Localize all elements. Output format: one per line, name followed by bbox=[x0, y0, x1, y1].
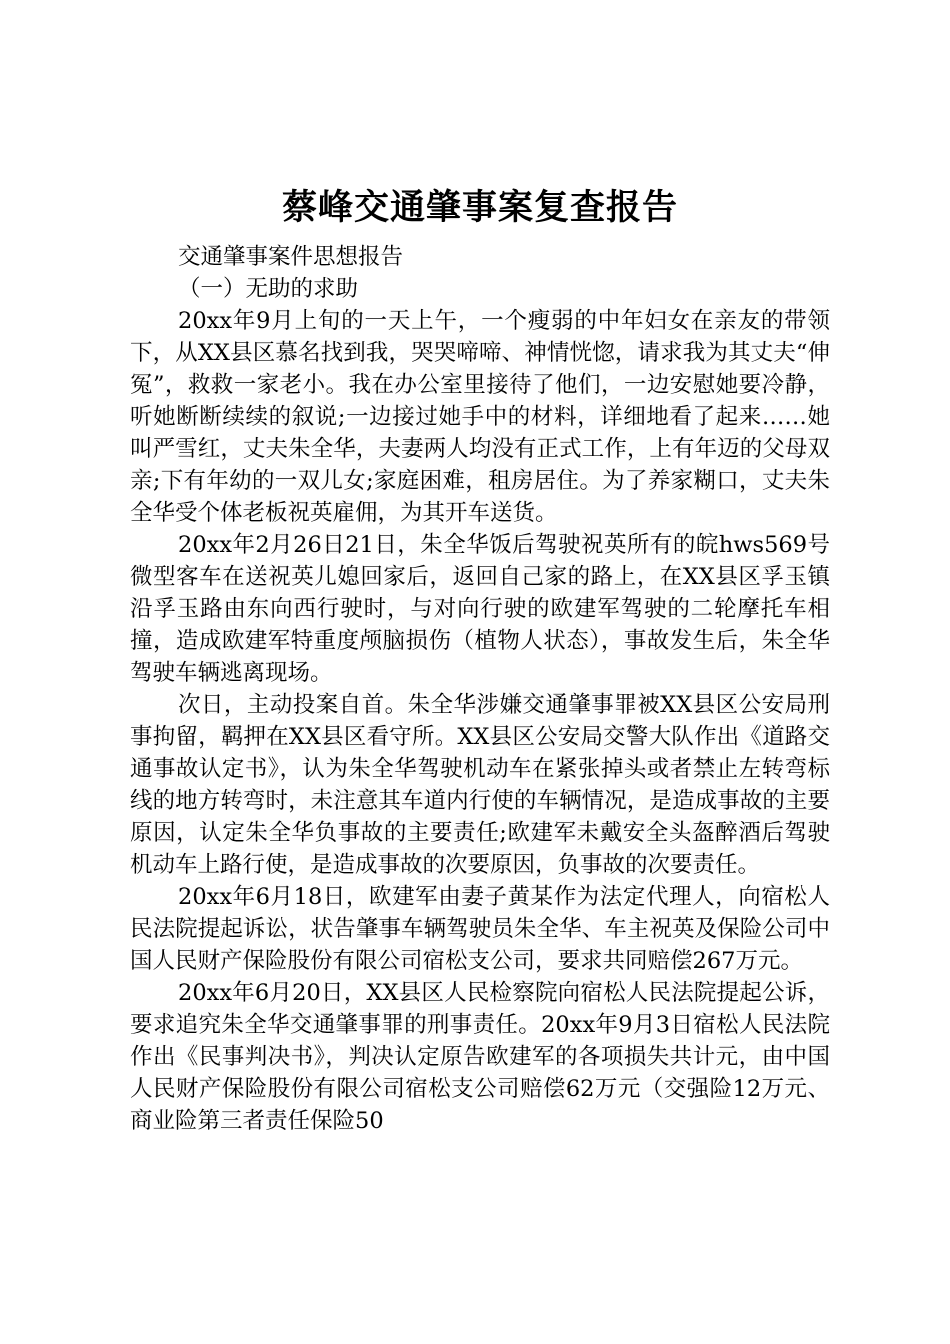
paragraph: 次日，主动投案自首。朱全华涉嫌交通肇事罪被XX县区公安局刑事拘留，羁押在XX县区看守所。XX县区公安局交警大队作出《道路交通事故认定书》，认为朱全华驾驶机动车在紧张掉头或者禁止左转弯标线的地方转弯时，未注意其车道内行使的车辆情况，是造成事故的主要原因，认定朱全华负事故的主要责任;欧建军未戴安全头盔醉酒后驾驶机动车上路行使，是造成事故的次要原因，负事故的次要责任。 bbox=[130, 692, 830, 878]
paragraph: 20xx年9月上旬的一天上午，一个瘦弱的中年妇女在亲友的带领下，从XX县区慕名找到我，哭哭啼啼、神情恍惚，请求我为其丈夫“伸冤”，救救一家老小。我在办公室里接待了他们，一边安慰她要冷静，听她断断续续的叙说;一边接过她手中的材料，详细地看了起来……她叫严雪红，丈夫朱全华，夫妻两人均没有正式工作，上有年迈的父母双亲;下有年幼的一双儿女;家庭困难，租房居住。为了养家糊口，丈夫朱全华受个体老板祝英雇佣，为其开车送货。 bbox=[130, 308, 830, 526]
document-page bbox=[130, 183, 830, 1137]
paragraph: 20xx年6月20日，XX县区人民检察院向宿松人民法院提起公诉，要求追究朱全华交通肇事罪的刑事责任。20xx年9月3日宿松人民法院作出《民事判决书》，判决认定原告欧建军的各项损失共计元，由中国人民财产保险股份有限公司宿松支公司赔偿62万元（交强险12万元、商业险第三者责任保险50 bbox=[130, 980, 830, 1134]
document-subtitle: 交通肇事案件思想报告 bbox=[178, 244, 404, 270]
section-heading: （一）无助的求助 bbox=[178, 276, 359, 302]
paragraph: 20xx年6月18日，欧建军由妻子黄某作为法定代理人，向宿松人民法院提起诉讼，状告肇事车辆驾驶员朱全华、车主祝英及保险公司中国人民财产保险股份有限公司宿松支公司，要求共同赔偿267万元。 bbox=[130, 884, 830, 974]
document-title: 蔡峰交通肇事案复查报告 bbox=[281, 187, 678, 228]
paragraph: 20xx年2月26日21日，朱全华饭后驾驶祝英所有的皖hws569号微型客车在送祝英儿媳回家后，返回自己家的路上，在XX县区孚玉镇沿孚玉路由东向西行驶时，与对向行驶的欧建军驾驶的二轮摩托车相撞，造成欧建军特重度颅脑损伤（植物人状态），事故发生后，朱全华驾驶车辆逃离现场。 bbox=[130, 532, 830, 686]
